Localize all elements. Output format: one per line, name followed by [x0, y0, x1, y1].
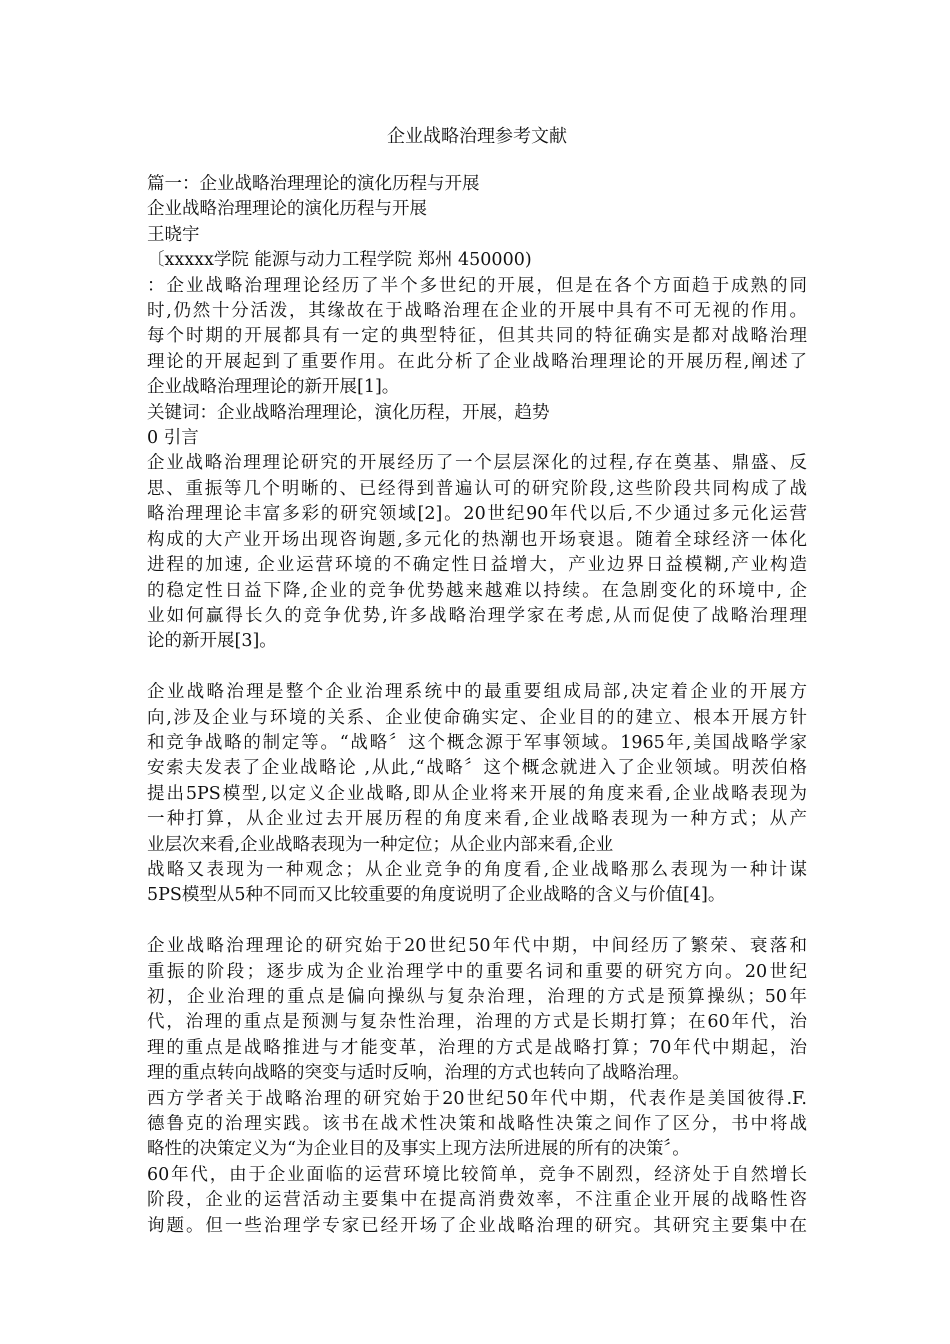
paragraph-line: 理的重点是战略推进与才能变革，治理的方式是战略打算；70年代中期起，治 [147, 1037, 807, 1058]
paragraph-line: 代，治理的重点是预测与复杂性治理，治理的方式是长期打算；在60年代，治 [147, 1012, 807, 1033]
paragraph-line: 60年代，由于企业面临的运营环境比较简单，竞争不剧烈，经济处于自然增长 [147, 1164, 807, 1185]
paragraph-line: 业层次来看,企业战略表现为一种定位；从企业内部来看,企业 [147, 834, 614, 855]
paragraph-line: 企业战略治理理论研究的开展经历了一个层层深化的过程,存在奠基、鼎盛、反 [147, 453, 807, 474]
abstract-line: 理论的开展起到了重要作用。在此分析了企业战略治理理论的开展历程,阐述了 [147, 351, 807, 372]
body-paragraph-2b [147, 858, 807, 909]
paragraph-line: 安索夫发表了企业战略论 ,从此,“战略〞这个概念就进入了企业领域。明茨伯格 [147, 758, 807, 779]
keywords: 关键词：企业战略治理理论，演化历程，开展，趋势 [147, 402, 550, 423]
paragraph-line: 略性的决策定义为“为企业目的及事实上现方法所进展的所有的决策〞。 [147, 1139, 690, 1160]
paragraph-line: 的稳定性日益下降,企业的竞争优势越来越难以持续。在急剧变化的环境中, 企 [147, 580, 807, 601]
abstract-paragraph [147, 274, 807, 401]
paragraph-line: 企业战略治理是整个企业治理系统中的最重要组成局部,决定着企业的开展方 [147, 682, 807, 703]
paragraph-line: 初，企业治理的重点是偏向操纵与复杂治理，治理的方式是预算操纵；50年 [147, 986, 807, 1007]
section-heading: 0 引言 [147, 428, 199, 449]
paragraph-line: 论的新开展[3]。 [147, 631, 277, 652]
paragraph-line: 和竞争战略的制定等。“战略〞这个概念源于军事领域。1965年,美国战略学家 [147, 732, 807, 753]
body-paragraph-1 [147, 451, 807, 654]
paragraph-line: 阶段，企业的运营活动主要集中在提高消费效率，不注重企业开展的战略性咨 [147, 1190, 807, 1211]
body-paragraph-4 [147, 1087, 807, 1163]
document-page [147, 124, 807, 1239]
paragraph-line: 西方学者关于战略治理的研究始于20世纪50年代中期，代表作是美国彼得.F. [147, 1088, 807, 1109]
paragraph-line: 企业战略治理理论的研究始于20世纪50年代中期，中间经历了繁荣、衰落和 [147, 936, 807, 957]
paragraph-line: 业如何赢得长久的竞争优势,许多战略治理学家在考虑,从而促使了战略治理理 [147, 605, 807, 626]
paragraph-gap [147, 909, 807, 934]
paragraph-line: 思、重振等几个明晰的、已经得到普遍认可的研究阶段,这些阶段共同构成了战 [147, 478, 807, 499]
abstract-line: 企业战略治理理论的新开展[1]。 [147, 377, 400, 398]
article-heading: 篇一：企业战略治理理论的演化历程与开展 [147, 174, 480, 194]
paragraph-line: 重振的阶段；逐步成为企业治理学中的重要名词和重要的研究方向。20世纪 [147, 961, 807, 982]
abstract-line: 时,仍然十分活泼，其缘故在于战略治理在企业的开展中具有不可无视的作用。 [147, 301, 807, 322]
paragraph-line: 构成的大产业开场出现咨询题,多元化的热潮也开场衰退。随着全球经济一体化 [147, 529, 807, 550]
paragraph-line: 向,涉及企业与环境的关系、企业使命确实定、企业目的的建立、根本开展方针 [147, 707, 807, 728]
paragraph-gap [147, 655, 807, 680]
article-title: 企业战略治理理论的演化历程与开展 [147, 199, 427, 220]
author-affiliation: 〔xxxxx学院 能源与动力工程学院 郑州 450000) [147, 250, 532, 271]
paragraph-line: 一种打算，从企业过去开展历程的角度来看,企业战略表现为一种方式；从产 [147, 809, 807, 830]
paragraph-line: 战略又表现为一种观念；从企业竞争的角度看,企业战略那么表现为一种计谋 [147, 859, 807, 880]
document-title: 企业战略治理参考文献 [387, 126, 567, 147]
author-name: 王晓宇 [147, 224, 200, 245]
abstract-line: ：企业战略治理理论经历了半个多世纪的开展，但是在各个方面趋于成熟的同 [147, 275, 807, 296]
paragraph-line: 德鲁克的治理实践。该书在战术性决策和战略性决策之间作了区分，书中将战 [147, 1114, 807, 1134]
paragraph-line: 5PS模型从5种不同而又比较重要的角度说明了企业战略的含义与价值[4]。 [147, 885, 726, 906]
body-paragraph-3 [147, 934, 807, 1086]
paragraph-line: 理的重点转向战略的突变与适时反响，治理的方式也转向了战略治理。 [147, 1063, 690, 1084]
paragraph-line: 询题。但一些治理学专家已经开场了企业战略治理的研究。其研究主要集中在 [147, 1215, 807, 1236]
paragraph-line: 提出5PS模型,以定义企业战略,即从企业将来开展的角度来看,企业战略表现为 [147, 783, 807, 804]
paragraph-line: 略治理理论丰富多彩的研究领域[2]。20世纪90年代以后,不少通过多元化运营 [147, 504, 807, 525]
abstract-line: 每个时期的开展都具有一定的典型特征，但其共同的特征确实是都对战略治理 [147, 326, 807, 347]
paragraph-line: 进程的加速, 企业运营环境的不确定性日益增大，产业边界日益模糊,产业构造 [147, 555, 807, 576]
body-paragraph-2 [147, 680, 807, 858]
body-paragraph-5 [147, 1163, 807, 1239]
